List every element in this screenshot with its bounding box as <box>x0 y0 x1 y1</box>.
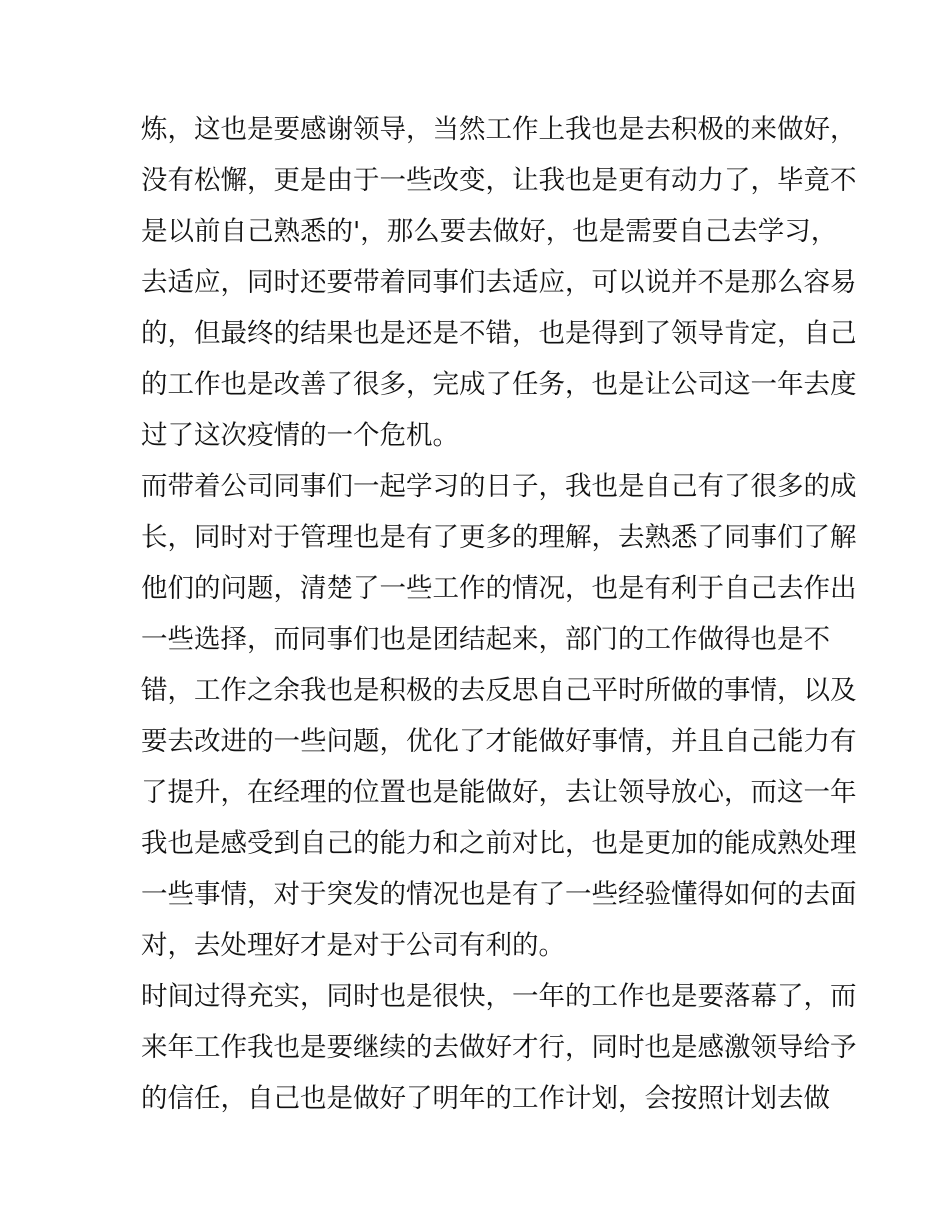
text-line: 他们的问题，清楚了一些工作的情况，也是有利于自己去作出 <box>141 573 857 604</box>
text-line: 了提升，在经理的位置也是能做好，去让领导放心，而这一年 <box>141 777 857 808</box>
text-line: 去适应，同时还要带着同事们去适应，可以说并不是那么容易 <box>141 267 857 298</box>
text-line: 时间过得充实，同时也是很快，一年的工作也是要落幕了，而 <box>141 981 857 1012</box>
text-line: 而带着公司同事们一起学习的日子，我也是自己有了很多的成 <box>141 471 857 502</box>
text-line: 要去改进的一些问题，优化了才能做好事情，并且自己能力有 <box>141 726 857 757</box>
text-line: 长，同时对于管理也是有了更多的理解，去熟悉了同事们了解 <box>141 522 857 553</box>
text-line: 错，工作之余我也是积极的去反思自己平时所做的事情，以及 <box>141 675 857 706</box>
text-line: 我也是感受到自己的能力和之前对比，也是更加的能成熟处理 <box>141 828 857 859</box>
text-line: 炼，这也是要感谢领导，当然工作上我也是去积极的来做好， <box>141 114 857 145</box>
text-line: 的工作也是改善了很多，完成了任务，也是让公司这一年去度 <box>141 369 857 400</box>
text-line: 没有松懈，更是由于一些改变，让我也是更有动力了，毕竟不 <box>141 165 857 196</box>
text-line: 对，去处理好才是对于公司有利的。 <box>141 930 565 961</box>
text-line: 一些事情，对于突发的情况也是有了一些经验懂得如何的去面 <box>141 879 857 910</box>
text-line: 来年工作我也是要继续的去做好才行，同时也是感激领导给予 <box>141 1032 857 1063</box>
text-line: 的，但最终的结果也是还是不错，也是得到了领导肯定，自己 <box>141 318 857 349</box>
body-text <box>141 104 857 1124</box>
text-line: 的信任，自己也是做好了明年的工作计划，会按照计划去做 <box>141 1083 830 1114</box>
text-line: 一些选择，而同事们也是团结起来，部门的工作做得也是不 <box>141 624 830 655</box>
text-line: 是以前自己熟悉的'，那么要去做好，也是需要自己去学习， <box>141 216 838 247</box>
text-line: 过了这次疫情的一个危机。 <box>141 420 459 451</box>
